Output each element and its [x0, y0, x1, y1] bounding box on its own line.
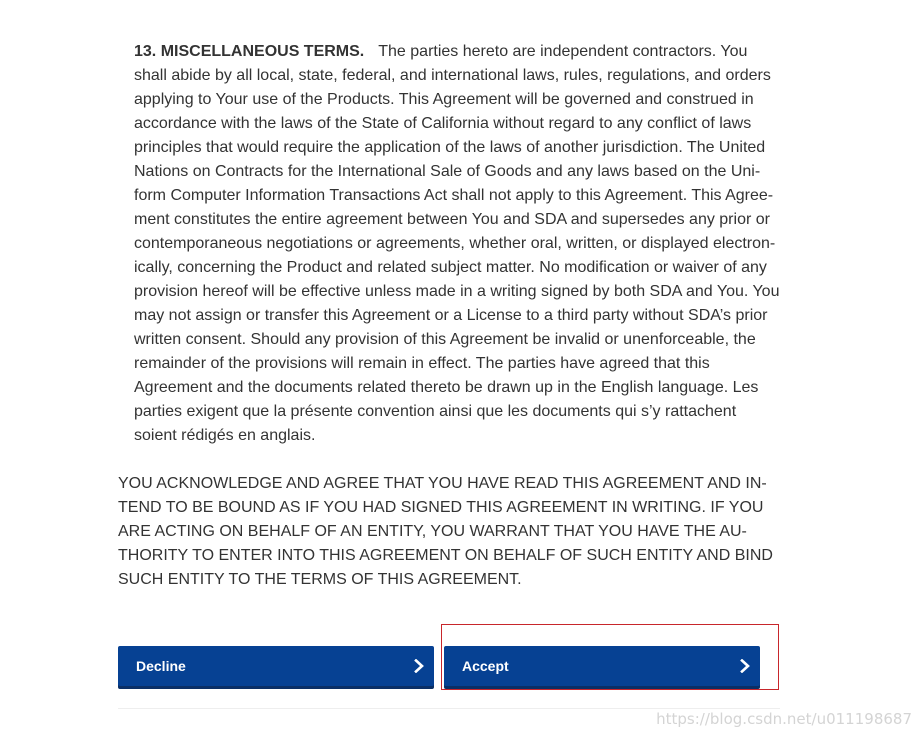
- terms-section: [134, 40, 782, 448]
- watermark: https://blog.csdn.net/u011198687: [656, 710, 912, 728]
- bottom-divider: [118, 708, 780, 709]
- decline-button-label: Decline: [136, 658, 186, 674]
- decline-button[interactable]: [118, 646, 434, 686]
- chevron-right-icon: [738, 659, 752, 673]
- terms-heading: 13. MISCELLANEOUS TERMS.: [134, 43, 365, 60]
- accept-button-label: Accept: [462, 658, 509, 674]
- acknowledgement-text: YOU ACKNOWLEDGE AND AGREE THAT YOU HAVE READ THIS AGREEMENT AND INTEND TO BE BOUND AS IF YOU HAD SIGNED THIS AGREEMENT IN WRITING. IF YOU ARE ACTING ON BEHALF OF AN ENTITY, YOU WARRANT THAT YOU HAVE THE AUTHORITY TO ENTER INTO THIS AGREEMENT ON BEHALF OF SUCH ENTITY AND BIND SUCH ENTITY TO THE TERMS OF THIS AGREEMENT.: [118, 475, 773, 588]
- chevron-right-icon: [412, 659, 426, 673]
- terms-body: The parties hereto are independent contractors. You shall abide by all local, state, federal, and international laws, rules, regulations, and orders applying to Your use of the Products. This Agreement will be governed and construed in accordance with the laws of the State of California without regard to any conflict of laws principles that would require the application of the laws of another jurisdiction. The United Nations on Contracts for the International Sale of Goods and any laws based on the Uniform Computer Information Transactions Act shall not apply to this Agreement. This Agreement constitutes the entire agreement between You and SDA and supersedes any prior or contemporaneous negotiations or agreements, whether oral, written, or displayed electronically, concerning the Product and related subject matter. No modification or waiver of any provision hereof will be effective unless made in a writing signed by both SDA and You. You may not assign or transfer this Agreement or a License to a third party without SDA’s prior written consent. Should any provision of this Agreement be invalid or unenforceable, the remainder of the provisions will remain in effect. The parties have agreed that this Agreement and the documents related thereto be drawn up in the English language. Les parties exigent que la présente convention ainsi que les documents qui s’y rattachent soient rédigés en anglais.: [134, 43, 780, 444]
- accept-button[interactable]: [444, 646, 760, 686]
